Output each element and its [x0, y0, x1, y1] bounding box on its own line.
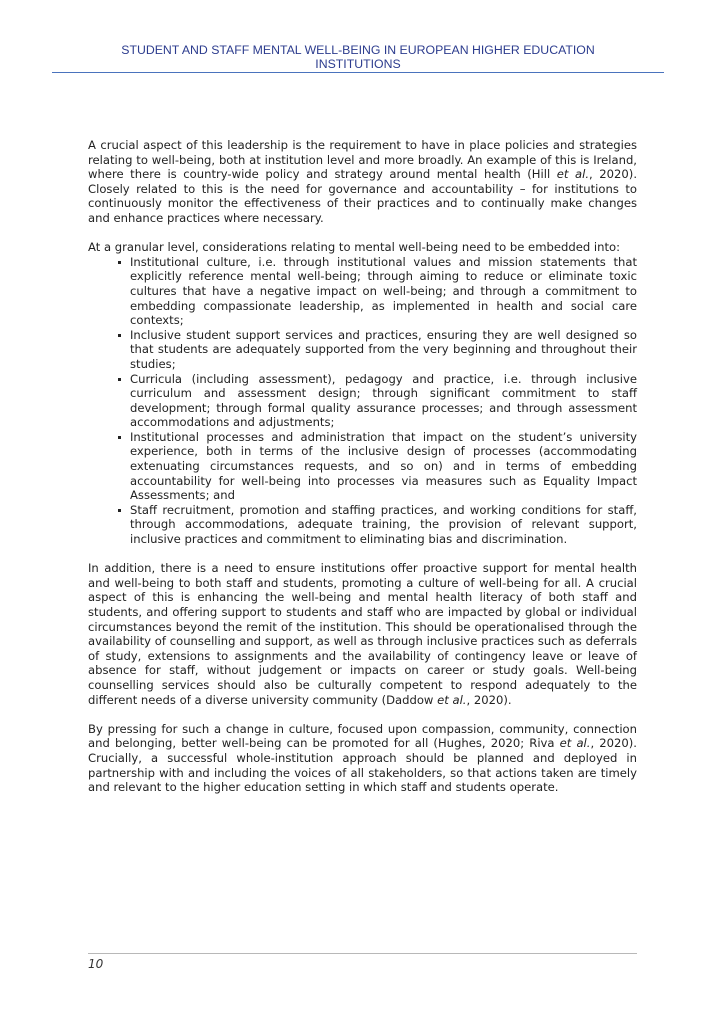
text: In addition, there is a need to ensure institutions offer proactive support for mental health and well-being to both staff and students, promoting a culture of well-being for all. A crucial aspect of this is enhancing the well-being and mental health literacy of both staff and students, and offering support to students and staff who are impacted by global or individual circumstances beyond the remit of the institution. This should be operationalised through the availability of counselling and support, as well as through inclusive practices such as deferrals of study, extensions to assignments and the availability of contingency leave or leave of absence for staff, without judgement or impacts on career or study goals. Well-being counselling services should also be culturally competent to respond adequately to the different needs of a diverse university community (Daddow	[88, 561, 637, 707]
text: By pressing for such a change in culture, focused upon compassion, community, connection and belonging, better well-being can be promoted for all (Hughes, 2020; Riva	[88, 721, 637, 751]
text: , 2020). Crucially, a successful whole-institution approach should be planned and deployed in partnership with and including the voices of all stakeholders, so that actions taken are timely and relevant to the higher education setting in which staff and students operate.	[88, 736, 637, 795]
list-item: Institutional culture, i.e. through institutional values and mission statements that explicitly reference mental well-being; through aiming to reduce or eliminate toxic cultures that have a negative impact on well-being; and through a commitment to embedding compassionate leadership, as implemented in health and social care contexts;	[130, 254, 637, 328]
list-item: Inclusive student support services and practices, ensuring they are well designed so that students are adequately supported from the very beginning and throughout their studies;	[130, 327, 637, 371]
header-line-2: INSTITUTIONS	[315, 57, 401, 71]
text: , 2020).	[466, 692, 512, 707]
running-header	[52, 43, 664, 71]
page-number: 10	[88, 957, 104, 971]
footer-divider	[88, 953, 637, 954]
bullet-list	[88, 255, 637, 547]
paragraph-granular-level: At a granular level, considerations relating to mental well-being need to be embedded into:	[88, 240, 620, 255]
list-item: Institutional processes and administration that impact on the student’s university experience, both in terms of the inclusive design of processes (accommodating extenuating circumstances requests, and so on) and in terms of embedding accountability for well-being into processes via measures such as Equality Impact Assessments; and	[130, 429, 637, 503]
list-item: Curricula (including assessment), pedagogy and practice, i.e. through inclusive curriculum and assessment design; through significant commitment to staff development; through formal quality assurance processes; and through assessment accommodations and adjustments;	[130, 371, 637, 430]
paragraph-culture-change	[88, 722, 637, 795]
text: A crucial aspect of this leadership is the requirement to have in place policies and strategies relating to well-being, both at institution level and more broadly. An example of this is Ireland, where there is country-wide policy and strategy around mental health (Hill	[88, 138, 637, 182]
body-text	[88, 138, 637, 809]
citation-italic: et al.	[437, 692, 467, 707]
paragraph-leadership-policies	[88, 138, 637, 226]
header-line-1: STUDENT AND STAFF MENTAL WELL-BEING IN EUROPEAN HIGHER EDUCATION	[121, 43, 595, 57]
text: , 2020). Closely related to this is the need for governance and accountability – for institutions to continuously monitor the effectiveness of their practices and to continually make changes and enhance practices where necessary.	[88, 167, 638, 225]
citation-italic: et al.	[559, 736, 591, 751]
paragraph-proactive-support	[88, 561, 637, 707]
header-divider	[52, 72, 664, 73]
citation-italic: et al.	[556, 167, 590, 182]
list-item: Staff recruitment, promotion and staffing practices, and working conditions for staff, through accommodations, adequate training, the provision of relevant support, inclusive practices and commitment to eliminating bias and discrimination.	[130, 502, 637, 547]
